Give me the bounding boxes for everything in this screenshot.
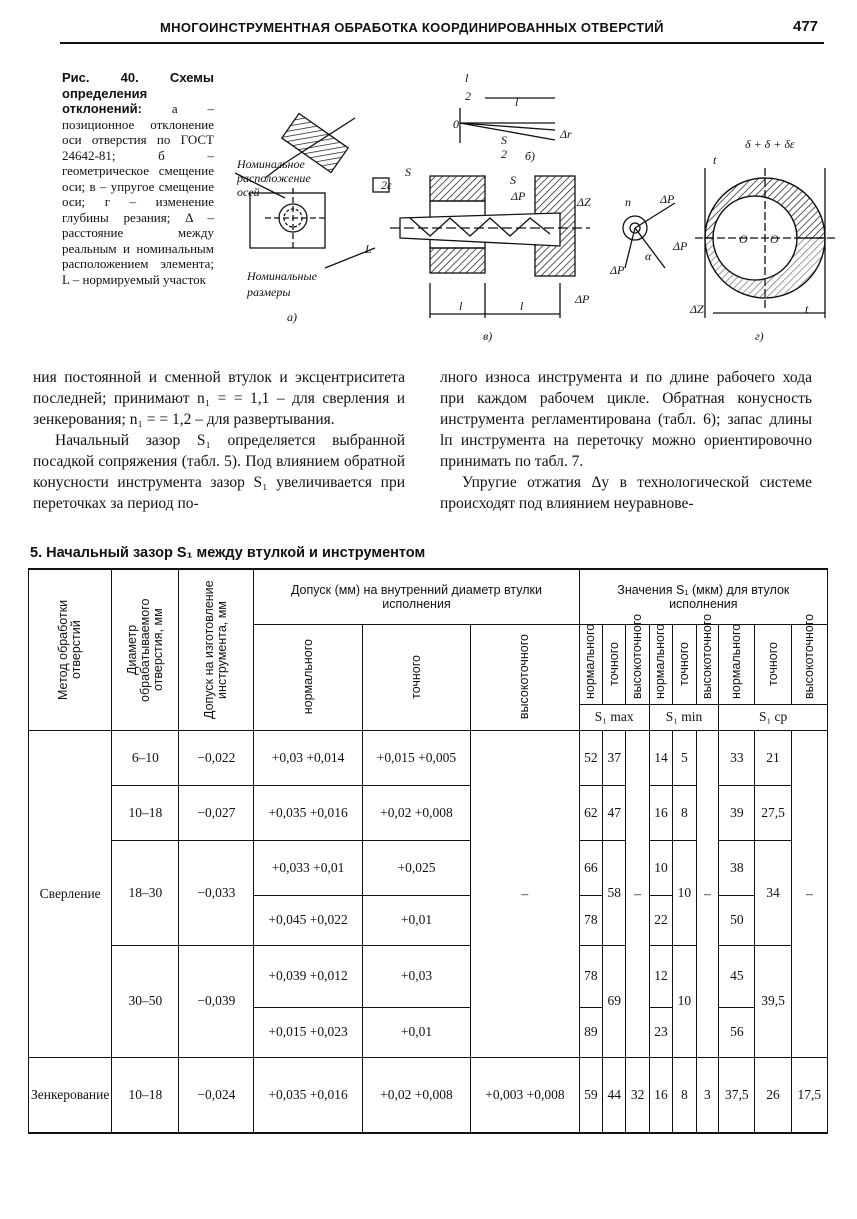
cell-max-normal: 78	[579, 895, 602, 945]
cell-min-normal: 10	[649, 840, 672, 895]
header-avg-high: высокоточного	[791, 624, 827, 704]
body-left-p1: ния постоянной и сменной втулок и эксцентриситета последней; принимают n₁ = = 1,1 – для сверления и зенкерования; n₁ = = 1,2 – для развертывания.	[33, 369, 405, 428]
header-max-high: высокоточного	[626, 624, 649, 704]
cell-avg-precise: 26	[755, 1057, 791, 1133]
header-avg-normal: нормального	[719, 624, 755, 704]
label-dz2: ΔZ	[577, 195, 591, 209]
cell-tol-normal: +0,033 +0,01	[254, 840, 362, 895]
cell-diameter: 10–18	[112, 785, 179, 840]
label-dpk: ΔP	[673, 239, 688, 253]
cell-avg-normal: 33	[719, 730, 755, 785]
label-L: L	[365, 242, 372, 256]
label-nominal-2: расположение	[237, 171, 311, 185]
cell-avg-normal: 45	[719, 945, 755, 1007]
cell-max-precise: 44	[603, 1057, 626, 1133]
cell-tol-precise: +0,01	[362, 1007, 470, 1057]
cell-max-normal: 59	[579, 1057, 602, 1133]
cell-min-precise: 8	[673, 785, 696, 840]
cell-diameter: 30–50	[112, 945, 179, 1057]
cell-tolerance: −0,033	[179, 840, 254, 945]
label-sub-b: б)	[525, 149, 536, 163]
cell-max-precise: 69	[603, 945, 626, 1057]
cell-tol-normal: +0,015 +0,023	[254, 1007, 362, 1057]
cell-min-normal: 23	[649, 1007, 672, 1057]
figure-caption-label: Рис. 40. Схемы определения отклонений:	[62, 70, 214, 116]
label-frac-s1: 2	[501, 147, 507, 161]
cell-tol-precise: +0,01	[362, 895, 470, 945]
label-nominal-size-2: размеры	[247, 285, 291, 299]
label-frac-lbm: 2	[465, 89, 471, 103]
body-left-p2: Начальный зазор S₁ определяется выбранной посадкой сопряжения (табл. 5). Под влиянием обратной конусности инструмента зазор S₁ увеличивается при переточках за период по-	[33, 432, 405, 512]
body-right-p2: Упругие отжатия Δу в технологической системе происходят под влиянием неуравнове-	[440, 474, 812, 512]
cell-tolerance: −0,022	[179, 730, 254, 785]
label-o1: O	[770, 232, 779, 246]
label-vec: δ + δ + δε	[745, 137, 795, 151]
header-s-min: S₁ min	[649, 704, 719, 730]
label-nominal-1: Номинальное	[237, 157, 305, 171]
label-dpoc: ΔP	[511, 189, 526, 203]
cell-tol-precise: +0,015 +0,005	[362, 730, 470, 785]
header-tolerance: Допуск на изготовление инструмента, мм	[179, 569, 254, 730]
header-bushing-tol: Допуск (мм) на внутренний диаметр втулки исполнения	[254, 569, 579, 624]
cell-tol-normal: +0,039 +0,012	[254, 945, 362, 1007]
cell-tolerance: −0,039	[179, 945, 254, 1057]
cell-avg-precise: 21	[755, 730, 791, 785]
cell-max-normal: 62	[579, 785, 602, 840]
label-t1: t	[713, 153, 717, 167]
body-right-p1: лного износа инструмента и по длине рабочего хода при каждом рабочем цикле. Обратная конусность инструмента регламентирована (табл. 6); запас длины lп инструмента на переточку можно ориентировочно принимать по табл. 7.	[440, 369, 812, 470]
figure-caption-text: а – позиционное отклонение оси отверстия по ГОСТ 24642-81; б – геометрическое смещение оси; в – упругое смещение оси; г – изменение глубины резания; Δ – расстояние между реальным и номинальным расположением элемента; L – нормируемый участок	[62, 101, 214, 287]
table-row	[29, 1057, 828, 1133]
cell-diameter: 10–18	[112, 1057, 179, 1133]
cell-max-precise: 47	[603, 785, 626, 840]
diagram-g	[695, 168, 835, 318]
label-lbm-b: l	[459, 299, 463, 313]
cell-min-high: –	[696, 730, 719, 1057]
label-2ec: 2ε	[381, 178, 392, 192]
cell-tol-normal: +0,03 +0,014	[254, 730, 362, 785]
cell-max-normal: 52	[579, 730, 602, 785]
diagram-v	[390, 176, 590, 318]
cell-avg-high: 17,5	[791, 1057, 827, 1133]
label-lx: l	[515, 95, 519, 109]
table-row	[29, 730, 828, 785]
cell-avg-precise: 34	[755, 840, 791, 945]
running-header: МНОГОИНСТРУМЕНТНАЯ ОБРАБОТКА КООРДИНИРОВАННЫХ ОТВЕРСТИЙ	[160, 20, 664, 35]
cell-max-normal: 89	[579, 1007, 602, 1057]
cell-tol-precise: +0,025	[362, 840, 470, 895]
cell-min-normal: 12	[649, 945, 672, 1007]
header-min-normal: нормального	[649, 624, 672, 704]
deviation-schemes-figure	[225, 68, 835, 358]
header-diameter: Диаметр обрабатываемого отверстия, мм	[112, 569, 179, 730]
header-precise: точного	[362, 624, 470, 730]
label-lx-b: l	[520, 299, 524, 313]
label-o2: O	[739, 232, 748, 246]
cell-max-precise: 58	[603, 840, 626, 945]
label-t2: t	[805, 302, 809, 316]
cell-method-countersink: Зенкерование	[29, 1057, 112, 1133]
cell-min-high: 3	[696, 1057, 719, 1133]
label-s1: S	[510, 173, 516, 187]
clearance-table	[28, 568, 828, 1134]
cell-min-precise: 10	[673, 945, 696, 1057]
cell-avg-normal: 50	[719, 895, 755, 945]
cell-avg-normal: 37,5	[719, 1057, 755, 1133]
cell-tol-precise: +0,03	[362, 945, 470, 1007]
page-number: 477	[793, 18, 819, 35]
cell-avg-high: –	[791, 730, 827, 1057]
cell-tol-precise: +0,02 +0,008	[362, 1057, 470, 1133]
cell-tol-high: +0,003 +0,008	[471, 1057, 579, 1133]
diagram-b	[460, 98, 555, 143]
label-dpk-v: ΔP	[575, 292, 590, 306]
label-sub-a: а)	[287, 310, 297, 324]
cell-diameter: 6–10	[112, 730, 179, 785]
label-dpt: ΔP	[660, 192, 675, 206]
cell-max-high: 32	[626, 1057, 649, 1133]
cell-tol-normal: +0,045 +0,022	[254, 895, 362, 945]
cell-max-precise: 37	[603, 730, 626, 785]
cell-avg-normal: 56	[719, 1007, 755, 1057]
cell-tol-high: –	[471, 730, 579, 1057]
body-left-column	[33, 367, 405, 514]
cell-avg-normal: 38	[719, 840, 755, 895]
table-title: 5. Начальный зазор S₁ между втулкой и инструментом	[30, 545, 426, 561]
header-method: Метод обработки отверстий	[29, 569, 112, 730]
cell-tol-precise: +0,02 +0,008	[362, 785, 470, 840]
cell-diameter: 18–30	[112, 840, 179, 945]
label-s1-top: S	[501, 133, 507, 147]
cell-avg-precise: 27,5	[755, 785, 791, 840]
cell-avg-normal: 39	[719, 785, 755, 840]
header-high: высокоточного	[471, 624, 579, 730]
cell-max-normal: 78	[579, 945, 602, 1007]
label-n: n	[625, 195, 631, 209]
header-max-precise: точного	[603, 624, 626, 704]
header-normal: нормального	[254, 624, 362, 730]
cell-min-normal: 14	[649, 730, 672, 785]
header-s-max: S₁ max	[579, 704, 649, 730]
header-s-avg: S₁ ср	[719, 704, 828, 730]
cell-avg-precise: 39,5	[755, 945, 791, 1057]
cell-min-normal: 16	[649, 1057, 672, 1133]
label-dz: ΔZ	[690, 302, 704, 316]
header-avg-precise: точного	[755, 624, 791, 704]
label-sub-v: в)	[483, 329, 493, 343]
header-max-normal: нормального	[579, 624, 602, 704]
figure-caption	[62, 70, 214, 287]
cell-min-normal: 22	[649, 895, 672, 945]
label-lbm: l	[465, 71, 469, 85]
header-min-precise: точного	[673, 624, 696, 704]
cell-tol-normal: +0,035 +0,016	[254, 785, 362, 840]
cell-tolerance: −0,027	[179, 785, 254, 840]
body-right-column	[440, 367, 812, 514]
cell-tol-normal: +0,035 +0,016	[254, 1057, 362, 1133]
label-dr: Δr	[560, 127, 572, 141]
cell-min-precise: 10	[673, 840, 696, 945]
header-values: Значения S₁ (мкм) для втулок исполнения	[579, 569, 827, 624]
cell-min-precise: 5	[673, 730, 696, 785]
cell-tolerance: −0,024	[179, 1057, 254, 1133]
header-rule	[60, 42, 824, 44]
label-o: 0	[453, 117, 459, 131]
cell-method-drill: Сверление	[29, 730, 112, 1057]
cell-min-precise: 8	[673, 1057, 696, 1133]
label-sub-g: г)	[755, 329, 764, 343]
label-nominal-size-1: Номинальные	[247, 269, 317, 283]
label-s2: S	[405, 165, 411, 179]
label-dpr: ΔP	[610, 263, 625, 277]
cell-max-high: –	[626, 730, 649, 1057]
header-min-high: высокоточного	[696, 624, 719, 704]
label-alpha: α	[645, 249, 652, 263]
cell-min-normal: 16	[649, 785, 672, 840]
label-nominal-3: осей	[237, 185, 260, 199]
cell-max-normal: 66	[579, 840, 602, 895]
